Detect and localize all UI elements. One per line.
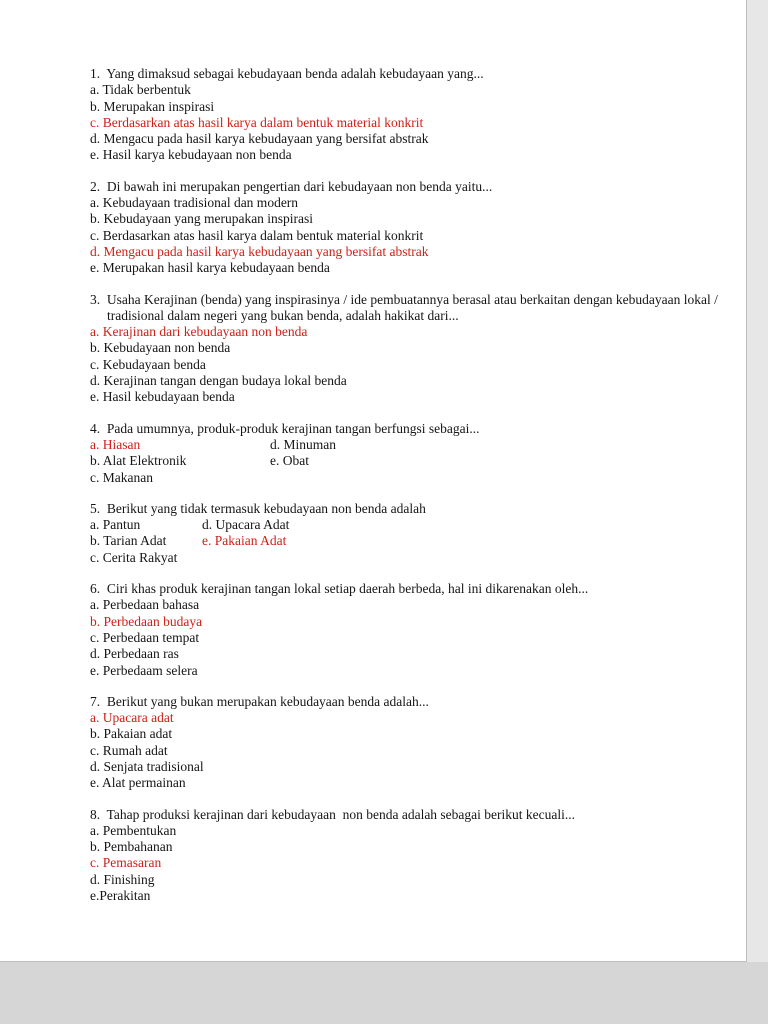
option-e: e. Alat permainan xyxy=(90,775,186,791)
option-row xyxy=(90,517,720,533)
option-b: b. Alat Elektronik xyxy=(90,453,187,469)
option-d: d. Kerajinan tangan dengan budaya lokal benda xyxy=(90,373,347,389)
option-a: a. Kerajinan dari kebudayaan non benda xyxy=(90,324,308,340)
option-c: c. Berdasarkan atas hasil karya dalam bentuk material konkrit xyxy=(90,114,424,130)
question-text: 4. Pada umumnya, produk-produk kerajinan tangan berfungsi sebagai... xyxy=(90,420,480,436)
question-1 xyxy=(90,66,720,164)
option-d: d. Finishing xyxy=(90,871,155,887)
option-a: a. Pembentukan xyxy=(90,822,177,838)
question-text: 5. Berikut yang tidak termasuk kebudayaan non benda adalah xyxy=(90,500,426,516)
option-a: a. Hiasan xyxy=(90,436,141,452)
question-text: 7. Berikut yang bukan merupakan kebudayaan benda adalah... xyxy=(90,693,429,709)
option-b: b. Pakaian adat xyxy=(90,726,173,742)
option-c: c. Makanan xyxy=(90,469,153,485)
question-text: 3. Usaha Kerajinan (benda) yang inspirasinya / ide pembuatannya berasal atau berkaitan dengan kebudayaan lokal / tradisional dalam negeri yang bukan benda, adalah hakikat dari... xyxy=(90,291,722,323)
option-d: d. Perbedaan ras xyxy=(90,646,179,662)
questions xyxy=(90,66,720,904)
question-2 xyxy=(90,179,720,277)
option-d: d. Senjata tradisional xyxy=(90,758,204,774)
option-row xyxy=(90,533,720,549)
option-e: e. Hasil kebudayaan benda xyxy=(90,389,235,405)
option-d: d. Mengacu pada hasil karya kebudayaan yang bersifat abstrak xyxy=(90,131,429,147)
option-b: b. Merupakan inspirasi xyxy=(90,98,215,114)
option-b: b. Kebudayaan yang merupakan inspirasi xyxy=(90,211,314,227)
option-c: c. Pemasaran xyxy=(90,855,162,871)
option-c: c. Berdasarkan atas hasil karya dalam bentuk material konkrit xyxy=(90,227,424,243)
option-e: e.Perakitan xyxy=(90,888,151,904)
question-3 xyxy=(90,292,720,406)
option-c: c. Kebudayaan benda xyxy=(90,356,206,372)
option-d: d. Mengacu pada hasil karya kebudayaan yang bersifat abstrak xyxy=(90,243,429,259)
option-d: d. Minuman xyxy=(270,436,336,452)
option-e: e. Hasil karya kebudayaan non benda xyxy=(90,147,292,163)
option-row xyxy=(90,453,720,469)
question-7 xyxy=(90,694,720,792)
option-e: e. Merupakan hasil karya kebudayaan benda xyxy=(90,260,330,276)
question-text: 8. Tahap produksi kerajinan dari kebudayaan non benda adalah sebagai berikut kecuali... xyxy=(90,806,576,822)
option-a: a. Tidak berbentuk xyxy=(90,82,191,98)
option-a: a. Perbedaan bahasa xyxy=(90,597,200,613)
option-b: b. Tarian Adat xyxy=(90,533,167,549)
question-text: 1. Yang dimaksud sebagai kebudayaan benda adalah kebudayaan yang... xyxy=(90,66,484,81)
question-6 xyxy=(90,581,720,679)
option-row xyxy=(90,437,720,453)
option-a: a. Upacara adat xyxy=(90,710,174,726)
option-b: b. Kebudayaan non benda xyxy=(90,340,231,356)
question-4 xyxy=(90,421,720,486)
option-row xyxy=(90,470,720,486)
option-b: b. Pembahanan xyxy=(90,839,173,855)
option-e: e. Obat xyxy=(270,453,309,469)
option-c: c. Cerita Rakyat xyxy=(90,549,178,565)
question-text: 2. Di bawah ini merupakan pengertian dari kebudayaan non benda yaitu... xyxy=(90,178,493,194)
option-row xyxy=(90,550,720,566)
option-c: c. Rumah adat xyxy=(90,742,168,758)
option-d: d. Upacara Adat xyxy=(202,517,290,533)
option-e: e. Pakaian Adat xyxy=(202,533,287,549)
option-c: c. Perbedaan tempat xyxy=(90,629,200,645)
question-text: 6. Ciri khas produk kerajinan tangan lokal setiap daerah berbeda, hal ini dikarenakan oleh... xyxy=(90,581,589,597)
option-a: a. Kebudayaan tradisional dan modern xyxy=(90,195,299,211)
page-right-margin xyxy=(747,0,768,962)
option-a: a. Pantun xyxy=(90,517,141,533)
option-b: b. Perbedaan budaya xyxy=(90,613,203,629)
question-5 xyxy=(90,501,720,566)
question-8 xyxy=(90,807,720,905)
option-e: e. Perbedaam selera xyxy=(90,662,198,678)
